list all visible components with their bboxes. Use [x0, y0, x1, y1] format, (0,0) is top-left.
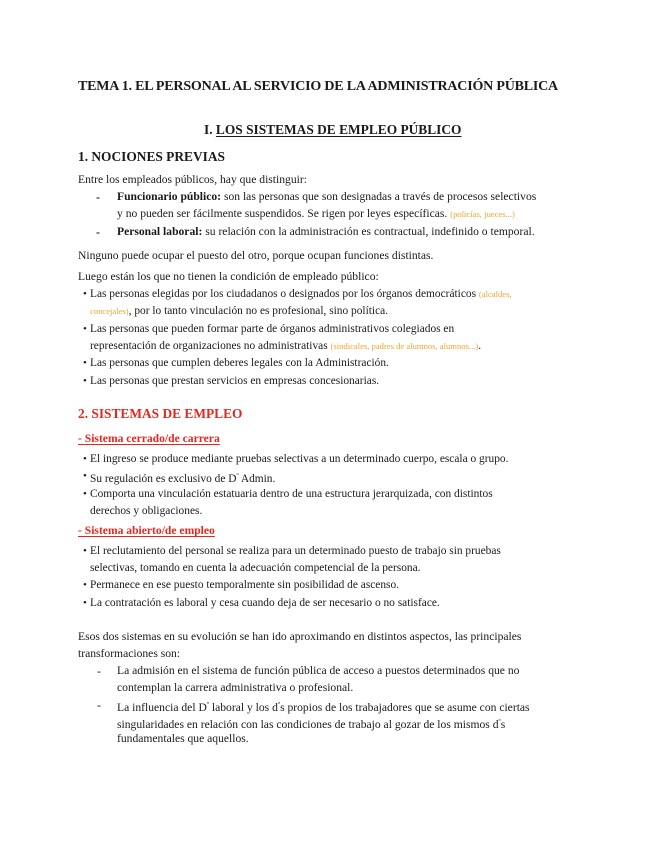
- list-item-cont: singularidades en relación con las condiciones de trabajo al gozar de los mismos $d^ºs$: [117, 718, 506, 731]
- dash-bullet: -: [96, 190, 100, 204]
- dash-bullet: -: [97, 698, 101, 712]
- list-item-cont: derechos y obligaciones.: [90, 505, 203, 517]
- bullet-dot: •: [83, 453, 87, 465]
- bullet-dot: •: [83, 375, 87, 387]
- list-item-cont: contemplan la carrera administrativa o profesional.: [117, 681, 354, 694]
- paragraph-evolucion-cont: transformaciones son:: [78, 647, 181, 660]
- bullet-dot: •: [83, 545, 87, 557]
- part-number: I.: [204, 122, 213, 137]
- bullet-dot: •: [83, 470, 87, 482]
- list-item-laboral: Personal laboral: su relación con la administración es contractual, indefinido o temporal.: [117, 225, 535, 238]
- list-item: Las personas elegidas por los ciudadanos o designados por los órganos democráticos (alcaldes,: [90, 288, 512, 300]
- list-item: La contratación es laboral y cesa cuando deja de ser necesario o no satisface.: [90, 597, 440, 609]
- part-title-text: LOS SISTEMAS DE EMPLEO PÚBLICO: [215, 122, 462, 137]
- list-item-funcionario-cont: y no pueden ser fácilmente suspendidos. Se rigen por leyes específicas. (policías, jueces...): [117, 207, 515, 220]
- paragraph-ninguno: Ninguno puede ocupar el puesto del otro, porque ocupan funciones distintas.: [78, 249, 434, 262]
- note-funcionario: (policías, jueces...): [450, 209, 515, 219]
- bullet-dot: •: [83, 357, 87, 369]
- dash-bullet: -: [97, 664, 101, 678]
- list-item-cont: representación de organizaciones no administrativas (sindicales, padres de alumnos, alumnos...).: [90, 340, 482, 352]
- bullet-dot: •: [83, 597, 87, 609]
- list-item-funcionario: Funcionario público: son las personas que son designadas a través de procesos selectivos: [117, 190, 537, 203]
- paragraph-luego: Luego están los que no tienen la condición de empleado público:: [78, 270, 379, 283]
- list-item: El reclutamiento del personal se realiza para un determinado puesto de trabajo sin pruebas: [90, 545, 501, 557]
- term-funcionario: Funcionario público:: [117, 190, 222, 203]
- list-item: Su regulación es exclusivo de $D^º$ Admin.: [90, 472, 276, 485]
- list-item: El ingreso se produce mediante pruebas selectivas a un determinado cuerpo, escala o grupo.: [90, 453, 509, 465]
- list-item-cont: concejales), por lo tanto vinculación no es profesional, sino política.: [90, 305, 389, 317]
- list-item: Las personas que cumplen deberes legales con la Administración.: [90, 357, 389, 369]
- document-title: TEMA 1. EL PERSONAL AL SERVICIO DE LA ADMINISTRACIÓN PÚBLICA: [78, 79, 558, 94]
- subheading-cerrado: - Sistema cerrado/de carrera: [78, 432, 220, 445]
- list-item: Permanece en ese puesto temporalmente sin posibilidad de ascenso.: [90, 579, 400, 591]
- list-item: Las personas que pueden formar parte de órganos administrativos colegiados en: [90, 323, 455, 335]
- paragraph-evolucion: Esos dos sistemas en su evolución se han ido aproximando en distintos aspectos, las principales: [78, 630, 522, 643]
- section-heading-sistemas: 2. SISTEMAS DE EMPLEO: [78, 406, 243, 421]
- list-item-cont: selectivas, tomando en cuenta la adecuación competencial de la persona.: [90, 562, 421, 574]
- bullet-dot: •: [83, 288, 87, 300]
- paragraph-intro: Entre los empleados públicos, hay que distinguir:: [78, 173, 307, 186]
- list-item: La admisión en el sistema de función pública de acceso a puestos determinados que no: [117, 664, 520, 677]
- subheading-abierto: - Sistema abierto/de empleo: [78, 524, 215, 537]
- dash-bullet: -: [96, 225, 100, 239]
- section-heading-nociones: 1. NOCIONES PREVIAS: [78, 149, 225, 164]
- bullet-dot: •: [83, 579, 87, 591]
- term-laboral: Personal laboral:: [117, 225, 203, 238]
- bullet-dot: •: [83, 323, 87, 335]
- list-item-cont: fundamentales que aquellos.: [117, 732, 249, 745]
- part-title: [204, 122, 461, 138]
- bullet-dot: •: [83, 488, 87, 500]
- list-item: Las personas que prestan servicios en empresas concesionarias.: [90, 375, 380, 387]
- list-item: La influencia del $D^º$ laboral y los $d^ºs$ propios de los trabajadores que se asume con ciertas: [117, 701, 530, 714]
- list-item: Comporta una vinculación estatuaria dentro de una estructura jerarquizada, con distintos: [90, 488, 493, 500]
